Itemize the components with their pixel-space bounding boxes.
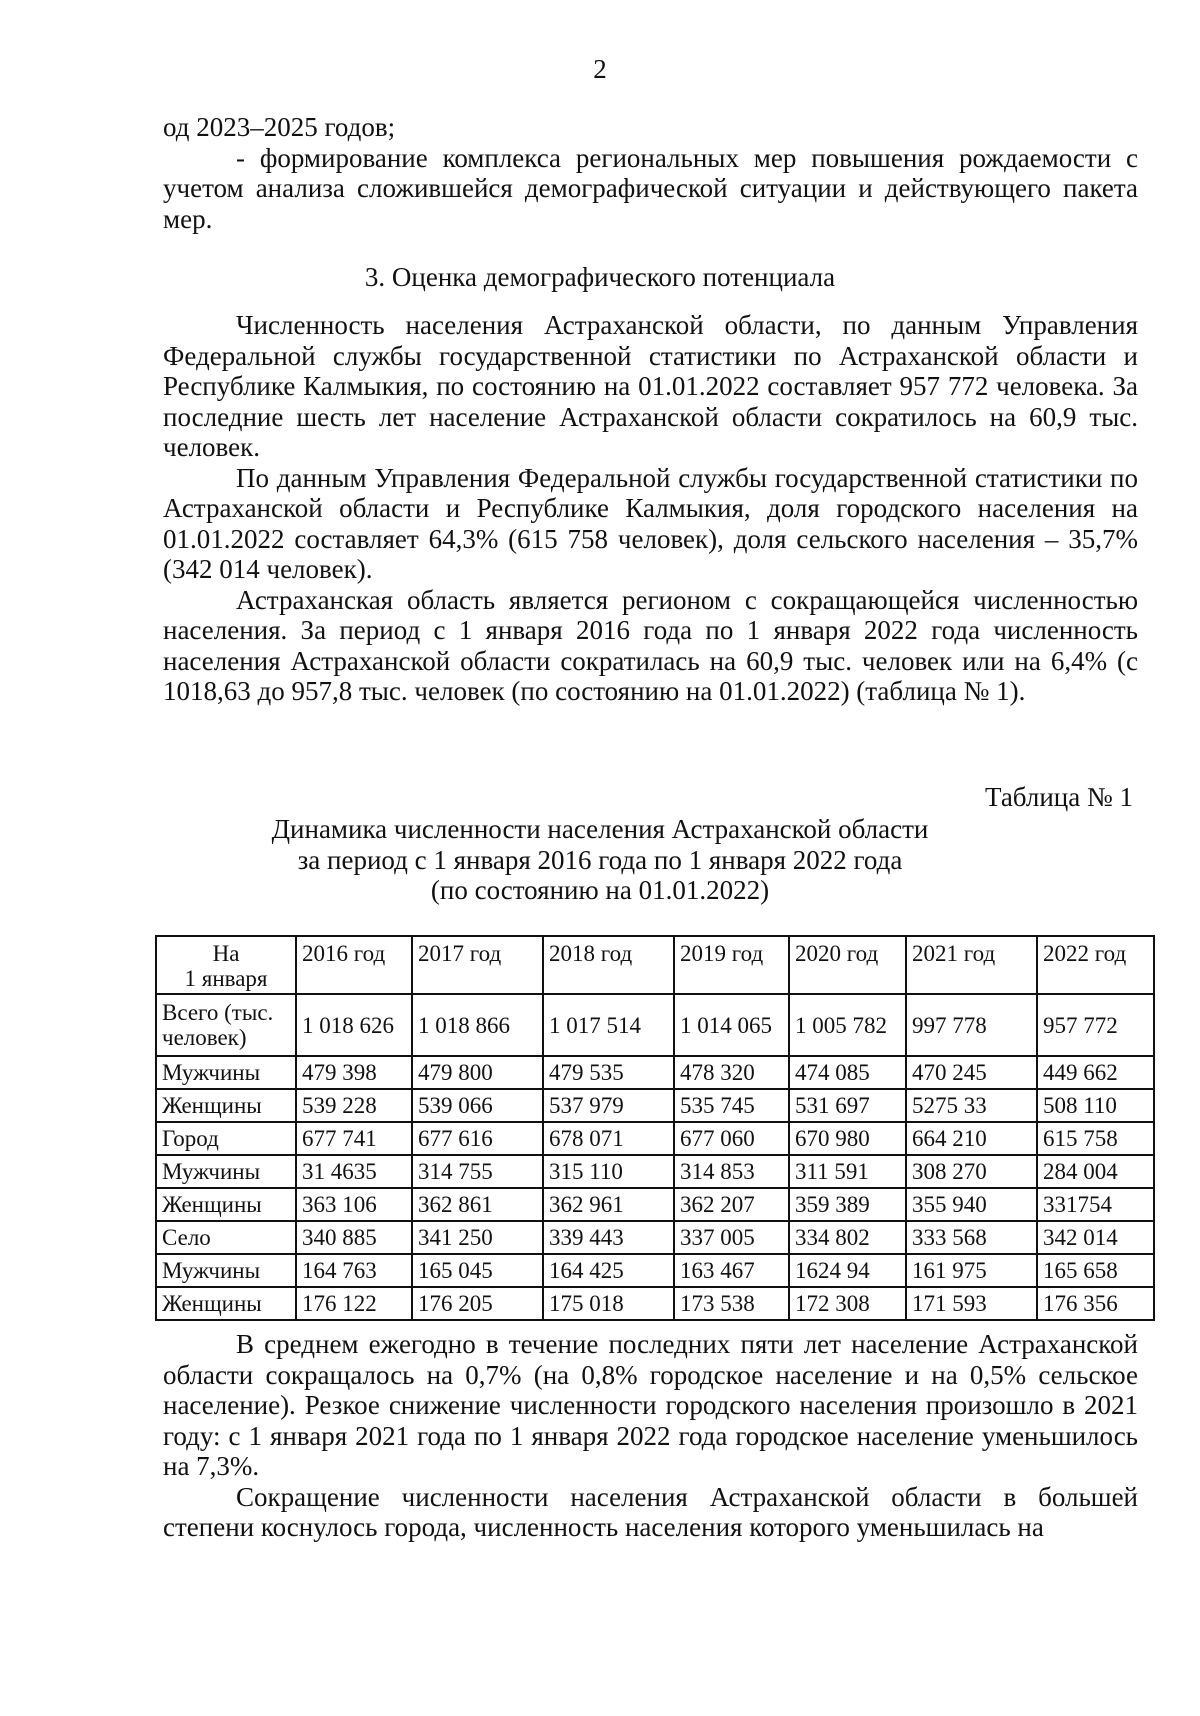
value-cell: 284 004 bbox=[1037, 1155, 1154, 1188]
value-cell: 165 658 bbox=[1037, 1254, 1154, 1287]
value-cell: 1 017 514 bbox=[543, 994, 674, 1056]
value-cell: 308 270 bbox=[906, 1155, 1037, 1188]
table-row bbox=[156, 1056, 1154, 1089]
top-paragraphs bbox=[163, 310, 1138, 707]
value-cell: 176 122 bbox=[296, 1287, 412, 1320]
table-title-line: Динамика численности населения Астраханской области bbox=[271, 814, 929, 844]
value-cell: 470 245 bbox=[906, 1056, 1037, 1089]
value-cell: 342 014 bbox=[1037, 1221, 1154, 1254]
value-cell: 314 755 bbox=[412, 1155, 543, 1188]
value-cell: 363 106 bbox=[296, 1188, 412, 1221]
value-cell: 615 758 bbox=[1037, 1122, 1154, 1155]
paragraph: По данным Управления Федеральной службы государственной статистики по Астраханской области и Республике Калмыкия, доля городского населения на 01.01.2022 составляет 64,3% (615 758 человек), доля сельского населения – 35,7% (342 014 человек). bbox=[163, 462, 1138, 584]
value-cell: 5275 33 bbox=[906, 1089, 1037, 1122]
table-label: Таблица № 1 bbox=[985, 782, 1133, 812]
value-cell: 677 060 bbox=[674, 1122, 789, 1155]
value-cell: 535 745 bbox=[674, 1089, 789, 1122]
header-cell-year: 2018 год bbox=[543, 936, 674, 994]
value-cell: 362 961 bbox=[543, 1188, 674, 1221]
value-cell: 163 467 bbox=[674, 1254, 789, 1287]
value-cell: 362 861 bbox=[412, 1188, 543, 1221]
value-cell: 479 398 bbox=[296, 1056, 412, 1089]
value-cell: 479 800 bbox=[412, 1056, 543, 1089]
value-cell: 479 535 bbox=[543, 1056, 674, 1089]
header-cell-year: 2019 год bbox=[674, 936, 789, 994]
value-cell: 337 005 bbox=[674, 1221, 789, 1254]
table-row bbox=[156, 1254, 1154, 1287]
value-cell: 171 593 bbox=[906, 1287, 1037, 1320]
value-cell: 355 940 bbox=[906, 1188, 1037, 1221]
value-cell: 957 772 bbox=[1037, 994, 1154, 1056]
value-cell: 31 4635 bbox=[296, 1155, 412, 1188]
table-header-row bbox=[156, 936, 1154, 994]
table-row bbox=[156, 1221, 1154, 1254]
value-cell: 331754 bbox=[1037, 1188, 1154, 1221]
value-cell: 175 018 bbox=[543, 1287, 674, 1320]
paragraph: Сокращение численности населения Астраханской области в большей степени коснулось города, численность населения которого уменьшилась на bbox=[163, 1481, 1138, 1542]
value-cell: 161 975 bbox=[906, 1254, 1037, 1287]
value-cell: 478 320 bbox=[674, 1056, 789, 1089]
value-cell: 1 014 065 bbox=[674, 994, 789, 1056]
row-label-cell: Женщины bbox=[156, 1089, 296, 1122]
value-cell: 333 568 bbox=[906, 1221, 1037, 1254]
section-heading: 3. Оценка демографического потенциала bbox=[364, 262, 836, 292]
value-cell: 176 205 bbox=[412, 1287, 543, 1320]
intro-line: од 2023–2025 годов; bbox=[163, 112, 396, 142]
value-cell: 164 425 bbox=[543, 1254, 674, 1287]
value-cell: 1 018 626 bbox=[296, 994, 412, 1056]
value-cell: 508 110 bbox=[1037, 1089, 1154, 1122]
value-cell: 539 228 bbox=[296, 1089, 412, 1122]
header-cell-year: 2020 год bbox=[789, 936, 906, 994]
paragraph: Численность населения Астраханской области, по данным Управления Федеральной службы государственной статистики по Астраханской области и Республике Калмыкия, по состоянию на 01.01.2022 составляет 957 772 человека. За последние шесть лет население Астраханской области сократилось на 60,9 тыс. человек. bbox=[163, 310, 1138, 462]
row-label-cell: Женщины bbox=[156, 1188, 296, 1221]
value-cell: 531 697 bbox=[789, 1089, 906, 1122]
value-cell: 359 389 bbox=[789, 1188, 906, 1221]
value-cell: 1 018 866 bbox=[412, 994, 543, 1056]
value-cell: 670 980 bbox=[789, 1122, 906, 1155]
table-row bbox=[156, 1122, 1154, 1155]
table-row bbox=[156, 1089, 1154, 1122]
row-label-cell: Мужчины bbox=[156, 1254, 296, 1287]
table-row bbox=[156, 1287, 1154, 1320]
value-cell: 677 741 bbox=[296, 1122, 412, 1155]
row-label-cell: Мужчины bbox=[156, 1155, 296, 1188]
row-label-cell: Город bbox=[156, 1122, 296, 1155]
table-row bbox=[156, 994, 1154, 1056]
header-cell-year: 2022 год bbox=[1037, 936, 1154, 994]
paragraph: В среднем ежегодно в течение последних пяти лет население Астраханской области сокращалось на 0,7% (на 0,8% городское население и на 0,5% сельское население). Резкое снижение численности городского населения произошло в 2021 году: с 1 января 2021 года по 1 января 2022 года городское население уменьшилось на 7,3%. bbox=[163, 1329, 1138, 1481]
value-cell: 165 045 bbox=[412, 1254, 543, 1287]
row-label-cell: Всего (тыс. человек) bbox=[156, 994, 296, 1056]
value-cell: 164 763 bbox=[296, 1254, 412, 1287]
value-cell: 997 778 bbox=[906, 994, 1037, 1056]
value-cell: 339 443 bbox=[543, 1221, 674, 1254]
value-cell: 1 005 782 bbox=[789, 994, 906, 1056]
value-cell: 664 210 bbox=[906, 1122, 1037, 1155]
value-cell: 315 110 bbox=[543, 1155, 674, 1188]
value-cell: 362 207 bbox=[674, 1188, 789, 1221]
value-cell: 678 071 bbox=[543, 1122, 674, 1155]
value-cell: 474 085 bbox=[789, 1056, 906, 1089]
header-cell-year: 2016 год bbox=[296, 936, 412, 994]
row-label-cell: Женщины bbox=[156, 1287, 296, 1320]
intro-bullet: - формирование комплекса региональных мер повышения рождаемости с учетом анализа сложившейся демографической ситуации и действующего пакета мер. bbox=[163, 142, 1138, 234]
intro-block bbox=[163, 112, 1138, 234]
population-table bbox=[155, 935, 1155, 1321]
header-cell-year: 2021 год bbox=[906, 936, 1037, 994]
value-cell: 537 979 bbox=[543, 1089, 674, 1122]
table-title-line: (по состоянию на 01.01.2022) bbox=[430, 875, 770, 905]
value-cell: 176 356 bbox=[1037, 1287, 1154, 1320]
table-title bbox=[150, 814, 1050, 906]
value-cell: 314 853 bbox=[674, 1155, 789, 1188]
value-cell: 172 308 bbox=[789, 1287, 906, 1320]
table-row bbox=[156, 1155, 1154, 1188]
bottom-paragraphs bbox=[163, 1329, 1138, 1543]
value-cell: 173 538 bbox=[674, 1287, 789, 1320]
row-label-cell: Село bbox=[156, 1221, 296, 1254]
value-cell: 311 591 bbox=[789, 1155, 906, 1188]
page-number: 2 bbox=[593, 54, 607, 84]
value-cell: 677 616 bbox=[412, 1122, 543, 1155]
value-cell: 539 066 bbox=[412, 1089, 543, 1122]
row-label-cell: Мужчины bbox=[156, 1056, 296, 1089]
table-row bbox=[156, 1188, 1154, 1221]
table-title-line: за период с 1 января 2016 года по 1 января 2022 года bbox=[297, 844, 903, 875]
value-cell: 334 802 bbox=[789, 1221, 906, 1254]
value-cell: 449 662 bbox=[1037, 1056, 1154, 1089]
value-cell: 341 250 bbox=[412, 1221, 543, 1254]
value-cell: 1624 94 bbox=[789, 1254, 906, 1287]
table-body bbox=[156, 994, 1154, 1320]
value-cell: 340 885 bbox=[296, 1221, 412, 1254]
header-cell-date: На 1 января bbox=[156, 936, 296, 994]
header-cell-year: 2017 год bbox=[412, 936, 543, 994]
paragraph: Астраханская область является регионом с сокращающейся численностью населения. За период с 1 января 2016 года по 1 января 2022 года численность населения Астраханской области сократилась на 60,9 тыс. человек или на 6,4% (с 1018,63 до 957,8 тыс. человек (по состоянию на 01.01.2022) (таблица № 1). bbox=[163, 584, 1138, 706]
